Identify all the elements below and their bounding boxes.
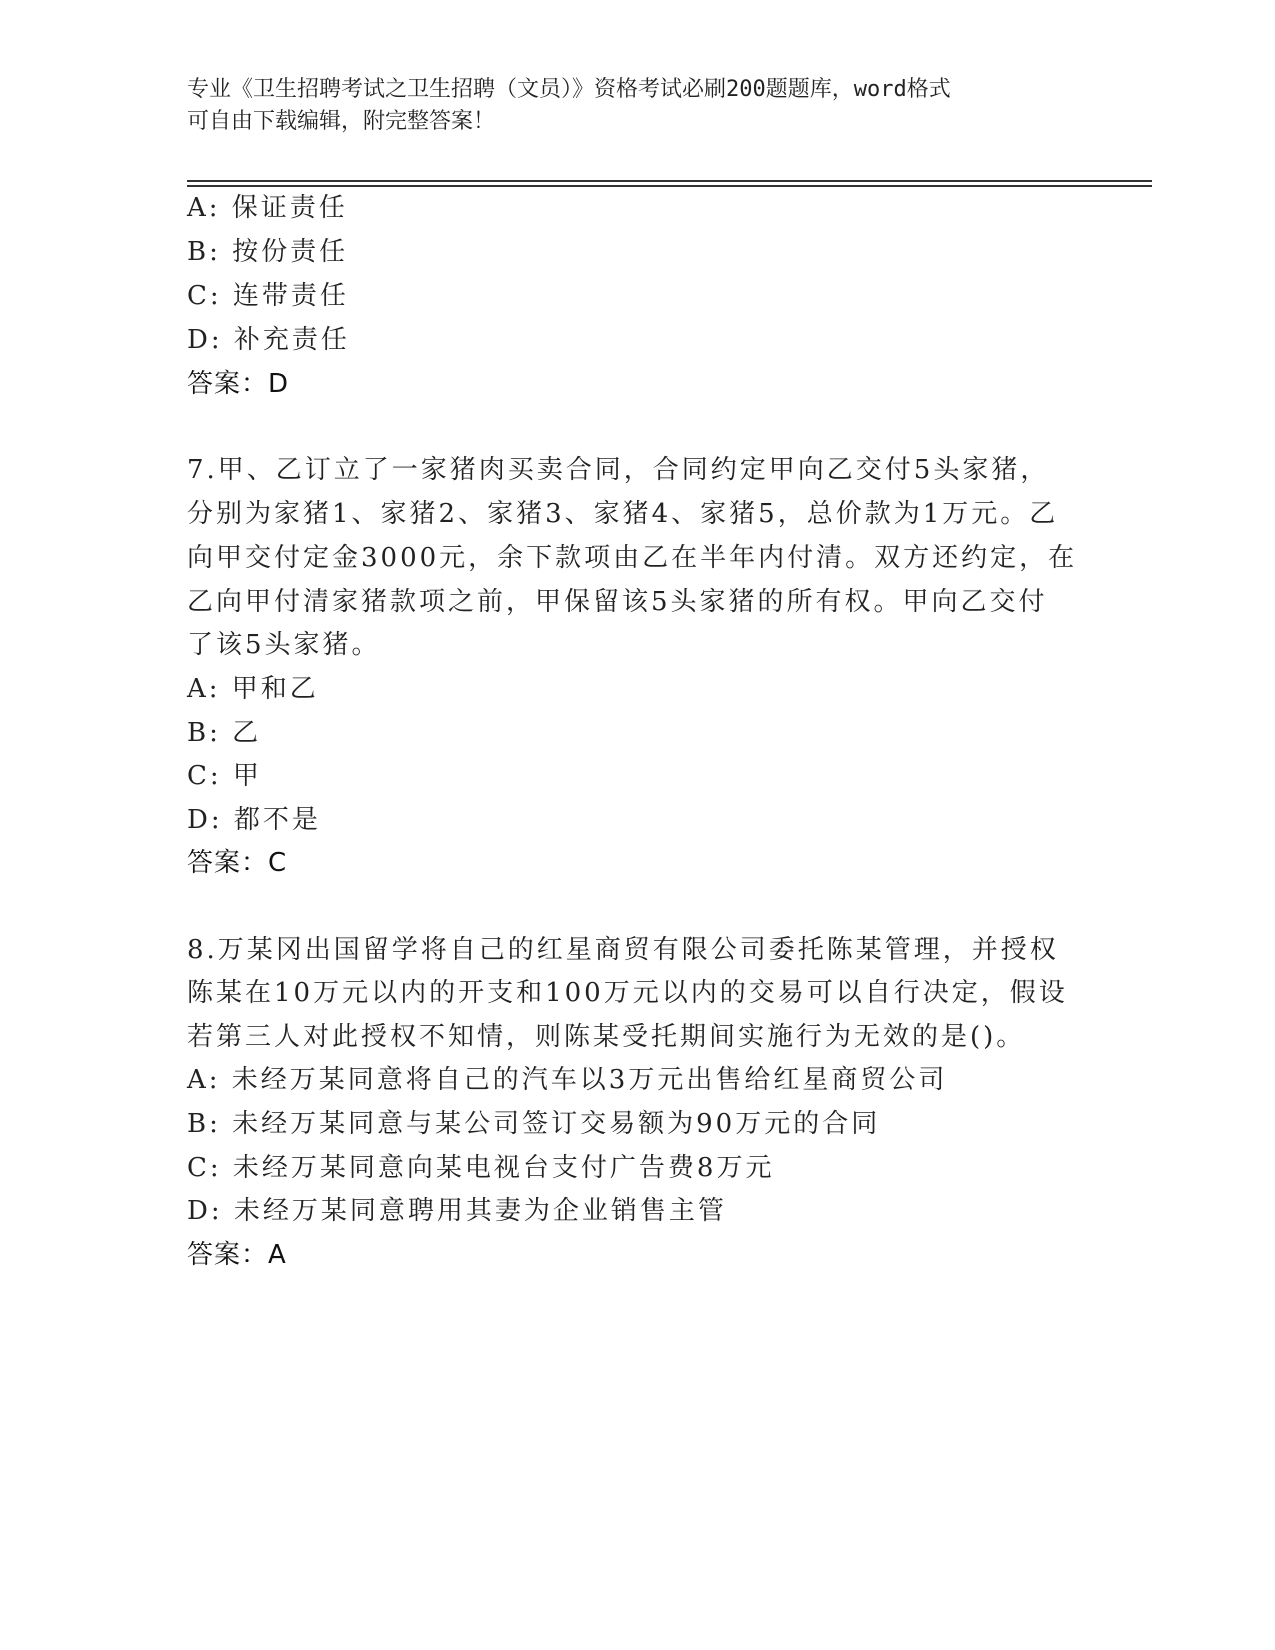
q8-stem-line-2: 陈某在10万元以内的开支和100万元以内的交易可以自行决定，假设 [187, 978, 1068, 1008]
q7-answer: 答案：C [187, 848, 288, 878]
header-divider-top [187, 180, 1152, 182]
document-header [187, 74, 1087, 138]
header-line-1: 专业《卫生招聘考试之卫生招聘（文员）》资格考试必刷200题题库，word格式 [187, 77, 951, 102]
q7-option-b: B: 乙 [187, 718, 262, 748]
q6-option-b: B: 按份责任 [187, 237, 349, 267]
q6-option-c: C: 连带责任 [187, 281, 349, 311]
q8-stem-line-3: 若第三人对此授权不知情，则陈某受托期间实施行为无效的是()。 [187, 1022, 1026, 1052]
q7-stem-line-4: 乙向甲付清家猪款项之前，甲保留该5头家猪的所有权。甲向乙交付 [187, 587, 1048, 617]
q8-stem-line-1: 8.万某冈出国留学将自己的红星商贸有限公司委托陈某管理，并授权 [187, 935, 1059, 965]
q6-answer: 答案：D [187, 369, 290, 399]
q6-option-d: D: 补充责任 [187, 325, 350, 355]
q7-stem-line-3: 向甲交付定金3000元，余下款项由乙在半年内付清。双方还约定，在 [187, 543, 1078, 573]
q6-option-a: A: 保证责任 [187, 193, 348, 223]
q7-option-c: C: 甲 [187, 761, 262, 791]
q8-option-a: A: 未经万某同意将自己的汽车以3万元出售给红星商贸公司 [187, 1065, 948, 1095]
header-line-2: 可自由下载编辑，附完整答案！ [187, 109, 496, 134]
q8-option-b: B: 未经万某同意与某公司签订交易额为90万元的合同 [187, 1109, 881, 1139]
q8-option-c: C: 未经万某同意向某电视台支付广告费8万元 [187, 1153, 775, 1183]
q7-stem-line-2: 分别为家猪1、家猪2、家猪3、家猪4、家猪5，总价款为1万元。乙 [187, 499, 1059, 529]
q7-option-d: D: 都不是 [187, 805, 321, 835]
q7-stem-line-1: 7.甲、乙订立了一家猪肉买卖合同，合同约定甲向乙交付5头家猪， [187, 455, 1050, 485]
q8-option-d: D: 未经万某同意聘用其妻为企业销售主管 [187, 1196, 727, 1226]
q7-option-a: A: 甲和乙 [187, 674, 319, 704]
q8-answer: 答案：A [187, 1240, 287, 1270]
q7-stem-line-5: 了该5头家猪。 [187, 630, 381, 660]
